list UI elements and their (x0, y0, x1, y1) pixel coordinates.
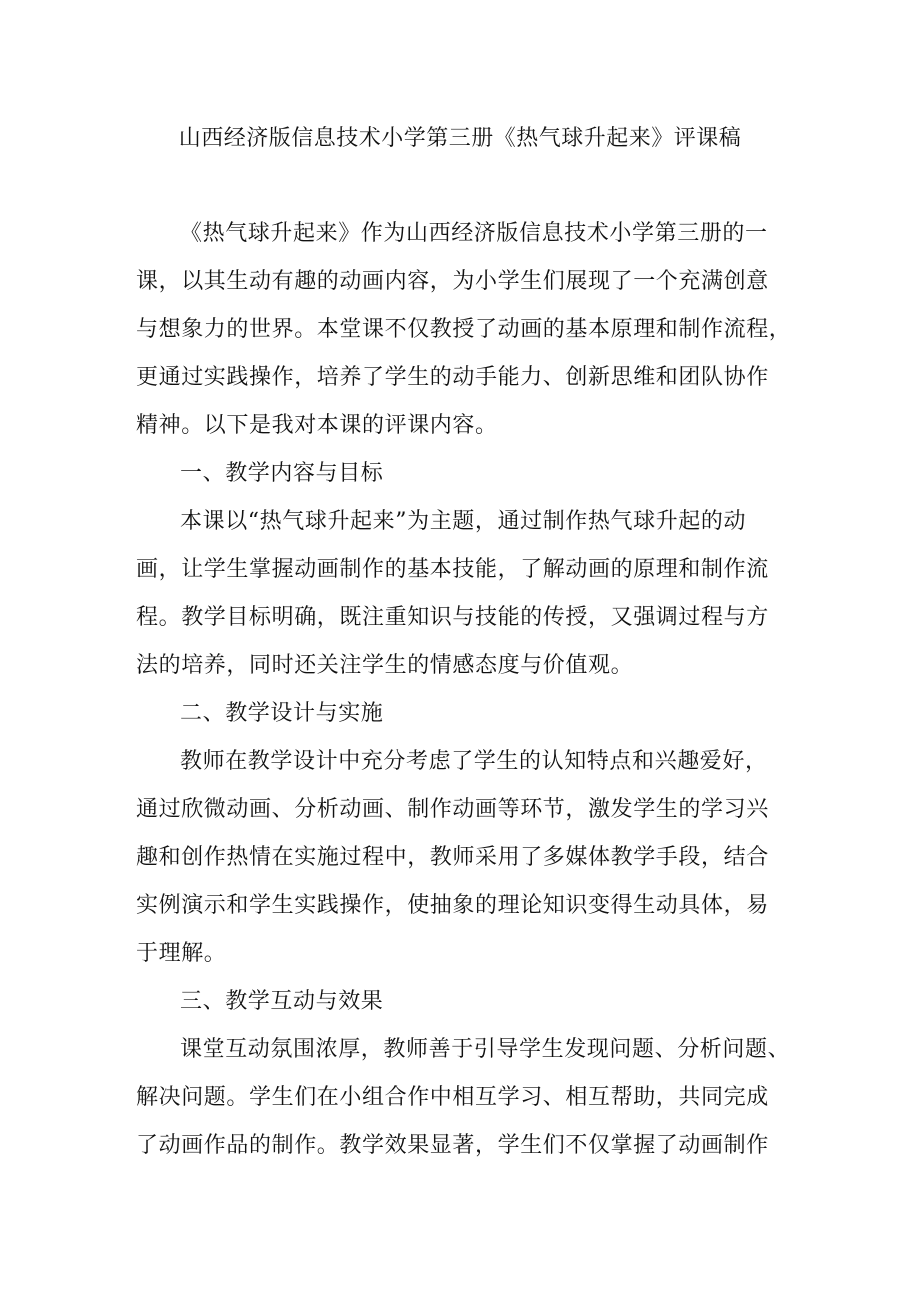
paragraph-line: 课堂互动氛围浓厚，教师善于引导学生发现问题、分析问题、 (180, 1037, 791, 1062)
section-heading: 三、教学互动与效果 (180, 989, 384, 1014)
paragraph-line: 更通过实践操作，培养了学生的动手能力、创新思维和团队协作 (136, 365, 769, 390)
paragraph-line: 实例演示和学生实践操作，使抽象的理论知识变得生动具体，易 (136, 893, 769, 918)
paragraph-line: 程。教学目标明确，既注重知识与技能的传授，又强调过程与方 (136, 605, 769, 630)
paragraph-line: 精神。以下是我对本课的评课内容。 (136, 413, 498, 438)
paragraph-line: 本课以“热气球升起来”为主题，通过制作热气球升起的动 (180, 509, 747, 534)
paragraph-line: 画，让学生掌握动画制作的基本技能，了解动画的原理和制作流 (136, 557, 769, 582)
paragraph-line: 《热气球升起来》作为山西经济版信息技术小学第三册的一 (180, 221, 768, 246)
paragraph-line: 教师在教学设计中充分考虑了学生的认知特点和兴趣爱好， (180, 749, 768, 774)
section-heading: 二、教学设计与实施 (180, 701, 384, 726)
paragraph-line: 于理解。 (136, 941, 227, 966)
section-heading: 一、教学内容与目标 (180, 461, 384, 486)
paragraph-line: 通过欣微动画、分析动画、制作动画等环节，激发学生的学习兴 (136, 797, 769, 822)
paragraph-line: 趣和创作热情在实施过程中，教师采用了多媒体教学手段，结合 (136, 845, 769, 870)
paragraph-line: 法的培养，同时还关注学生的情感态度与价值观。 (136, 653, 634, 678)
paragraph-line: 课，以其生动有趣的动画内容，为小学生们展现了一个充满创意 (136, 269, 769, 294)
document-body (136, 210, 801, 1170)
paragraph-line: 了动画作品的制作。教学效果显著，学生们不仅掌握了动画制作 (136, 1133, 769, 1158)
paragraph-line: 与想象力的世界。本堂课不仅教授了动画的基本原理和制作流程， (136, 317, 792, 342)
paragraph-line: 解决问题。学生们在小组合作中相互学习、相互帮助，共同完成 (136, 1085, 769, 1110)
document-title: 山西经济版信息技术小学第三册《热气球升起来》评课稿 (178, 126, 742, 151)
